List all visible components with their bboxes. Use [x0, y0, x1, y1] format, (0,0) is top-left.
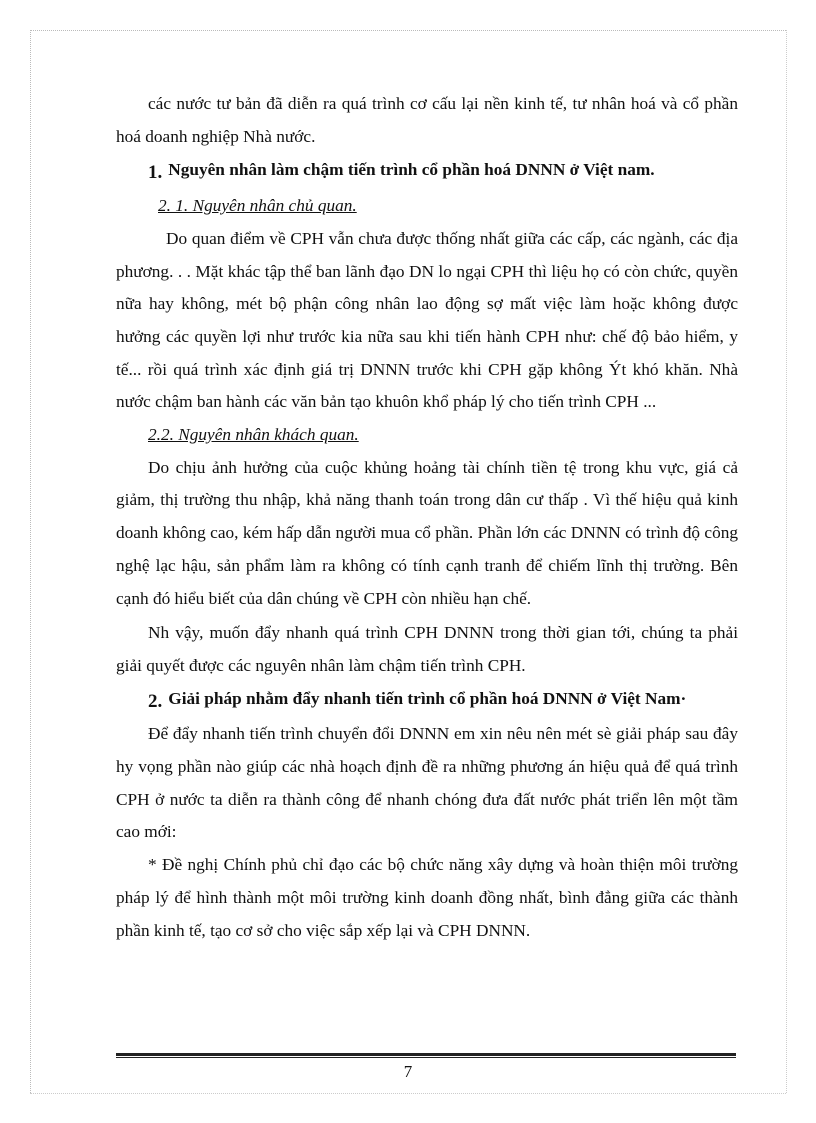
paragraph-solution-1: * Đề nghị Chính phủ chỉ đạo các bộ chức năng xây dựng và hoàn thiện môi trường pháp lý để hình thành một môi trường kinh doanh đồng nhất, bình đẳng giữa các thành phần kinh tế, tạo cơ sở cho việc sắp xếp lại và CPH DNNN.	[116, 855, 738, 940]
paragraph-objective-causes: Do chịu ảnh hưởng của cuộc khủng hoảng tài chính tiền tệ trong khu vực, giá cả giảm, thị trường thu nhập, khả năng thanh toán trong dân cư thấp . Vì thế hiệu quả kinh doanh không cao, kém hấp dẫn người mua cổ phần. Phần lớn các DNNN có trình độ công nghệ lạc hậu, sản phẩm làm ra không có tính cạnh tranh để chiếm lĩnh thị trường. Bên cạnh đó hiểu biết của dân chúng về CPH còn nhiều hạn chế.	[116, 457, 738, 608]
paragraph-subjective-causes: Do quan điểm về CPH vẫn chưa được thống nhất giữa các cấp, các ngành, các địa phương. . . Mặt khác tập thể ban lãnh đạo DN lo ngại CPH thì liệu họ có còn chức, quyền nữa hay không, mét bộ phận công nhân lao động sợ mất việc làm hoặc không được hưởng các quyền lợi như trước kia nữa sau khi tiến hành CPH như: chế độ bảo hiểm, y tế... rồi quá trình xác định giá trị DNNN trước khi CPH gặp không Ýt khó khăn. Nhà nước chậm ban hành các văn bản tạo khuôn khổ pháp lý cho tiến trình CPH ...	[116, 228, 738, 412]
section-number-2: 2.	[148, 690, 163, 712]
footer-rule-thick	[116, 1053, 736, 1056]
paragraph-conclusion: Nh vậy, muốn đẩy nhanh quá trình CPH DNNN trong thời gian tới, chúng ta phải giải quyết được các nguyên nhân làm chậm tiến trình CPH.	[116, 623, 738, 675]
section-title-2: Giải pháp nhằm đẩy nhanh tiến trình cổ phần hoá DNNN ở Việt Nam·	[168, 688, 687, 708]
page-number: 7	[403, 1062, 413, 1081]
subsection-heading-2-1: 2. 1. Nguyên nhân chủ quan.	[158, 196, 357, 216]
paragraph-solutions-intro: Để đẩy nhanh tiến trình chuyển đổi DNNN em xin nêu nên mét sè giải pháp sau đây hy vọng phần nào giúp các nhà hoạch định đề ra những phương án hiệu quả để quá trình CPH ở nước ta diễn ra thành công để nhanh chóng đưa đất nước phát triển lên một tầm cao mới:	[116, 724, 738, 842]
page-border-bottom	[30, 1093, 786, 1094]
section-heading-2	[116, 683, 738, 719]
footer-rule-thin	[116, 1057, 736, 1058]
section-heading-1	[116, 154, 738, 190]
section-title-1: Nguyên nhân làm chậm tiến trình cổ phần hoá DNNN ở Việt nam.	[168, 160, 655, 180]
page-border-top	[30, 30, 786, 31]
section-number-1: 1.	[148, 162, 163, 184]
intro-paragraph: các nước tư bản đã diễn ra quá trình cơ cấu lại nền kinh tế, tư nhân hoá và cổ phần hoá doanh nghiệp Nhà nước.	[116, 94, 738, 146]
document-body	[116, 88, 738, 947]
subsection-heading-2-2: 2.2. Nguyên nhân khách quan.	[148, 425, 359, 445]
page-border-left	[30, 30, 31, 1093]
page-border-right	[786, 30, 787, 1093]
